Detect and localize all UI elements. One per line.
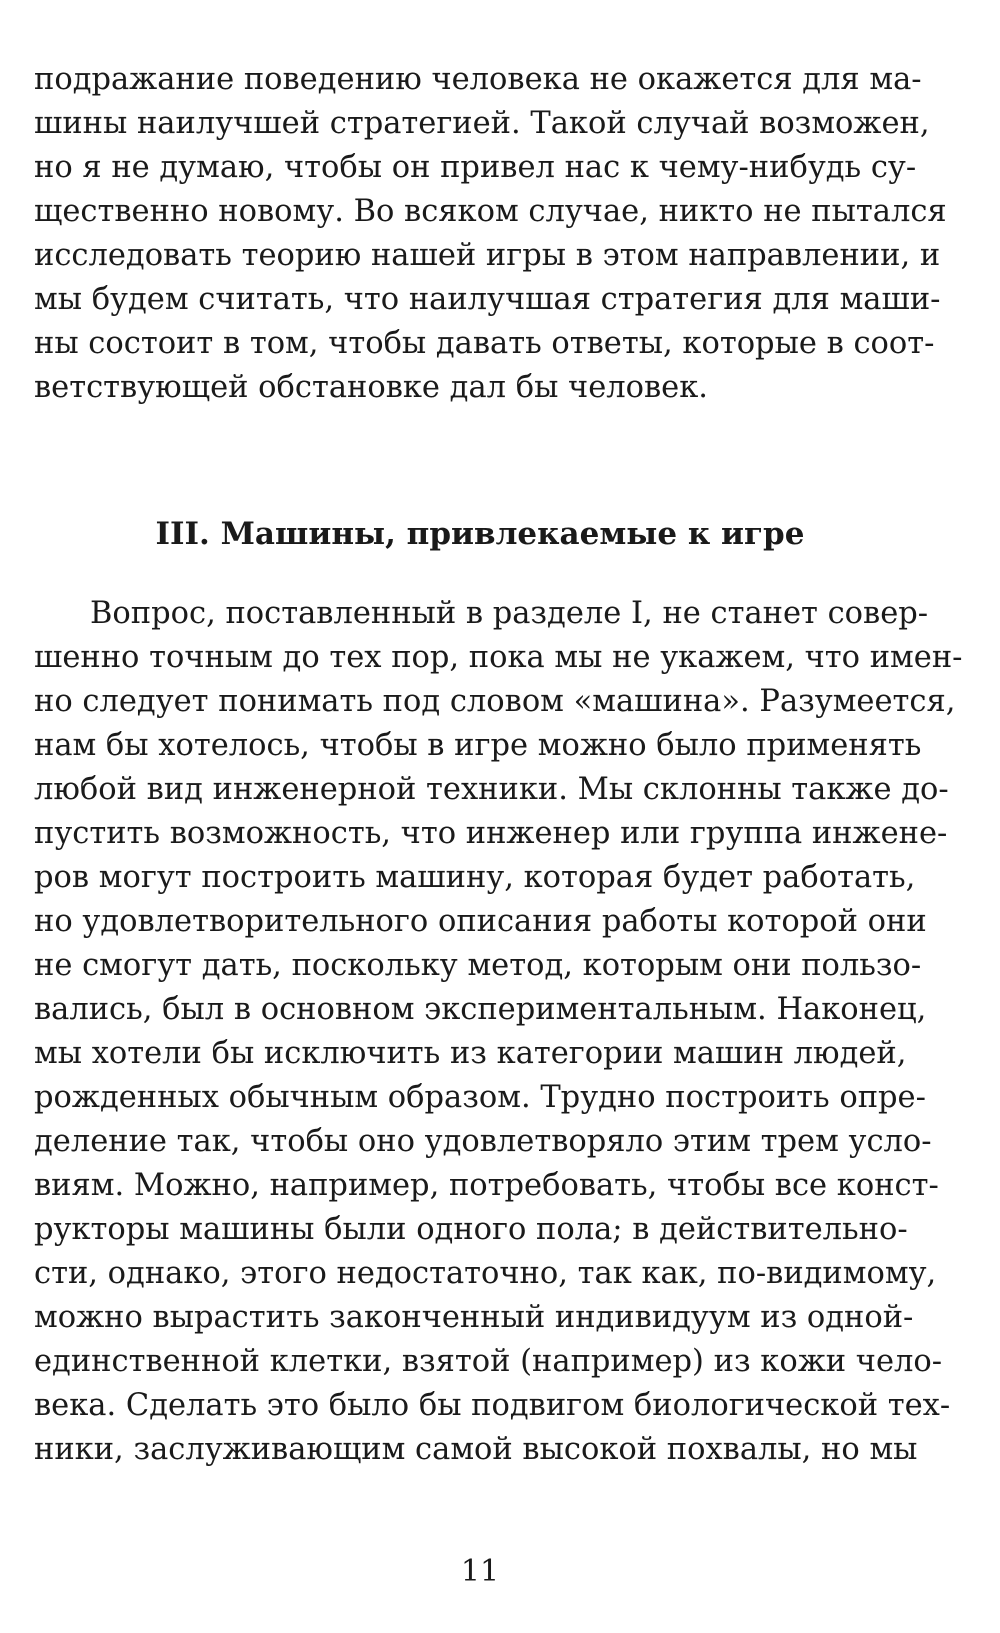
text-line: любой вид инженерной техники. Мы склонны также до- xyxy=(34,772,949,807)
text-line: но я не думаю, чтобы он привел нас к чему-нибудь су- xyxy=(34,150,917,185)
section-heading: III. Машины, привлекаемые к игре xyxy=(155,516,805,552)
text-line: но следует понимать под словом «машина». Разумеется, xyxy=(34,684,956,719)
text-line: деление так, чтобы оно удовлетворяло этим трем усло- xyxy=(34,1124,932,1159)
text-line: рожденных обычным образом. Трудно построить опре- xyxy=(34,1080,926,1115)
text-line: сти, однако, этого недостаточно, так как, по-видимому, xyxy=(34,1256,937,1291)
text-line: виям. Можно, например, потребовать, чтобы все конст- xyxy=(34,1168,939,1203)
text-line: Вопрос, поставленный в разделе I, не станет совер- xyxy=(90,596,929,631)
text-line: шенно точным до тех пор, пока мы не укажем, что имен- xyxy=(34,640,963,675)
text-line: шины наилучшей стратегией. Такой случай возможен, xyxy=(34,106,930,141)
text-line: ветствующей обстановке дал бы человек. xyxy=(34,370,708,405)
text-line: пустить возможность, что инженер или группа инжене- xyxy=(34,816,948,851)
text-line: нам бы хотелось, чтобы в игре можно было применять xyxy=(34,728,922,763)
text-line: не смогут дать, поскольку метод, которым они пользо- xyxy=(34,948,922,983)
text-line: вались, был в основном экспериментальным. Наконец, xyxy=(34,992,927,1027)
text-line: рукторы машины были одного пола; в действительно- xyxy=(34,1212,908,1247)
text-line: единственной клетки, взятой (например) из кожи чело- xyxy=(34,1344,943,1379)
text-line: ров могут построить машину, которая будет работать, xyxy=(34,860,916,895)
text-line: ны состоит в том, чтобы давать ответы, которые в соот- xyxy=(34,326,935,361)
text-line: ники, заслуживающим самой высокой похвалы, но мы xyxy=(34,1432,918,1467)
text-line: подражание поведению человека не окажется для ма- xyxy=(34,62,922,97)
text-line: можно вырастить законченный индивидуум из одной- xyxy=(34,1300,914,1335)
text-line: исследовать теорию нашей игры в этом направлении, и xyxy=(34,238,941,273)
page-number: 11 xyxy=(460,1554,500,1589)
text-line: но удовлетворительного описания работы которой они xyxy=(34,904,927,939)
text-line: мы будем считать, что наилучшая стратегия для маши- xyxy=(34,282,941,317)
text-line: мы хотели бы исключить из категории машин людей, xyxy=(34,1036,907,1071)
text-line: века. Сделать это было бы подвигом биологической тех- xyxy=(34,1388,951,1423)
text-line: щественно новому. Во всяком случае, никто не пытался xyxy=(34,194,947,229)
